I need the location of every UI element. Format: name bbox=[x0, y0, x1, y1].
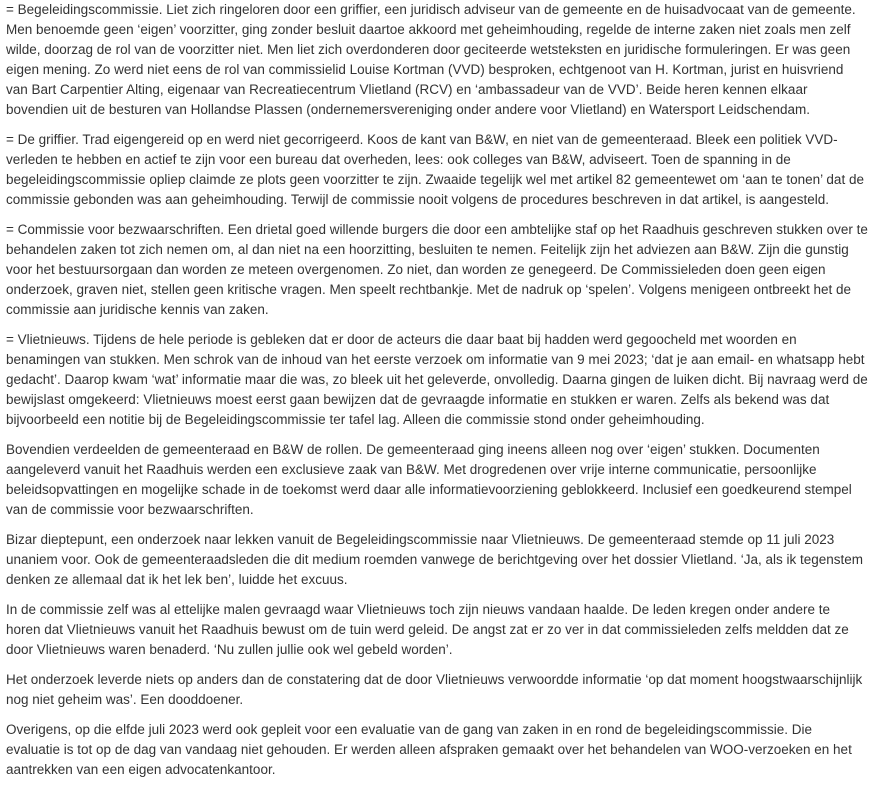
paragraph-commissie-vragen: In de commissie zelf was al ettelijke malen gevraagd waar Vlietnieuws toch zijn nieuws vandaan haalde. De leden kregen onder andere te horen dat Vlietnieuws vanuit het Raadhuis bewust om de tuin werd geleid. De angst zat er zo ver in dat commissieleden zelfs meldden dat ze door Vlietnieuws waren benaderd. ‘Nu zullen jullie ook wel gebeld worden’. bbox=[6, 602, 849, 657]
article-body bbox=[6, 0, 868, 790]
paragraph-dieptepunt: Bizar dieptepunt, een onderzoek naar lekken vanuit de Begeleidingscommissie naar Vlietnieuws. De gemeenteraad stemde op 11 juli 2023 unaniem voor. Ook de gemeenteraadsleden die dit medium roemden vanwege de berichtgeving over het dossier Vlietland. ‘Ja, als ik tegenstem denken ze allemaal dat ik het lek ben’, luidde het excuus. bbox=[6, 532, 863, 587]
paragraph-onderzoek: Het onderzoek leverde niets op anders dan de constatering dat de door Vlietnieuws verwoordde informatie ‘op dat moment hoogstwaarschijnlijk nog niet geheim was’. Een dooddoener. bbox=[6, 672, 863, 707]
paragraph-commissie-bezwaarschriften: = Commissie voor bezwaarschriften. Een drietal goed willende burgers die door een ambtelijke staf op het Raadhuis geschreven stukken over te behandelen zaken tot zich nemen om, al dan niet na een hoorzitting, besluiten te nemen. Feitelijk zijn het adviezen aan B&W. Zijn die gunstig voor het bestuursorgaan dan worden ze meteen overgenomen. Zo niet, dan worden ze genegeerd. De Commissieleden doen geen eigen onderzoek, graven niet, stellen geen kritische vragen. Men speelt rechtbankje. Met de nadruk op ‘spelen’. Volgens menigeen ontbreekt het de commissie aan juridische kennis van zaken. bbox=[6, 222, 868, 317]
paragraph-rollen: Bovendien verdeelden de gemeenteraad en B&W de rollen. De gemeenteraad ging ineens alleen nog over ‘eigen’ stukken. Documenten aangeleverd vanuit het Raadhuis werden een exclusieve zaak van B&W. Met drogredenen over vrije interne communicatie, persoonlijke beleidsopvattingen en mogelijke schade in de toekomst werd daar alle informatievoorziening geblokkeerd. Inclusief een goedkeurend stempel van de commissie voor bezwaarschriften. bbox=[6, 442, 852, 517]
paragraph-evaluatie: Overigens, op die elfde juli 2023 werd ook gepleit voor een evaluatie van de gang van zaken in en rond de begeleidingscommissie. Die evaluatie is tot op de dag van vandaag niet gehouden. Er werden alleen afspraken gemaakt over het behandelen van WOO-verzoeken en het aantrekken van een eigen advocatenkantoor. bbox=[6, 722, 852, 777]
paragraph-vlietnieuws: = Vlietnieuws. Tijdens de hele periode is gebleken dat er door de acteurs die daar baat bij hadden werd gegoocheld met woorden en benamingen van stukken. Men schrok van de inhoud van het eerste verzoek om informatie van 9 mei 2023; ‘dat je aan email- en whatsapp hebt gedacht’. Daarop kwam ‘wat’ informatie maar die was, zo bleek uit het geleverde, onvolledig. Daarna gingen de luiken dicht. Bij navraag werd de bewijslast omgekeerd: Vlietnieuws moest eerst gaan bewijzen dat de gevraagde informatie en stukken er waren. Zelfs als bekend was dat bijvoorbeeld een notitie bij de Begeleidingscommissie ter tafel lag. Alleen die commissie stond onder geheimhouding. bbox=[6, 332, 868, 427]
paragraph-begeleidingscommissie: = Begeleidingscommissie. Liet zich ringeloren door een griffier, een juridisch adviseur van de gemeente en de huisadvocaat van de gemeente. Men benoemde geen ‘eigen’ voorzitter, ging zonder besluit daartoe akkoord met geheimhouding, regelde de interne zaken niet zoals men zelf wilde, doorzag de rol van de voorzitter niet. Men liet zich overdonderen door geciteerde wetsteksten en juridische formuleringen. Er was geen eigen mening. Zo werd niet eens de rol van commissielid Louise Kortman (VVD) besproken, echtgenoot van H. Kortman, jurist en huisvriend van Bart Carpentier Alting, eigenaar van Recreatiecentrum Vlietland (RCV) en ‘ambassadeur van de VVD’. Beide heren kennen elkaar bovendien uit de besturen van Hollandse Plassen (ondernemersvereniging onder andere voor Vlietland) en Watersport Leidschendam. bbox=[6, 2, 856, 117]
paragraph-griffier: = De griffier. Trad eigengereid op en werd niet gecorrigeerd. Koos de kant van B&W, en niet van de gemeenteraad. Bleek een politiek VVD-verleden te hebben en actief te zijn voor een bureau dat overheden, lees: ook colleges van B&W, adviseert. Toen de spanning in de begeleidingscommissie opliep claimde ze plots geen voorzitter te zijn. Zwaaide tegelijk wel met artikel 82 gemeentewet om ‘aan te tonen’ dat de commissie gebonden was aan geheimhouding. Terwijl de commissie nooit volgens de procedures beschreven in dat artikel, is aangesteld. bbox=[6, 132, 864, 207]
